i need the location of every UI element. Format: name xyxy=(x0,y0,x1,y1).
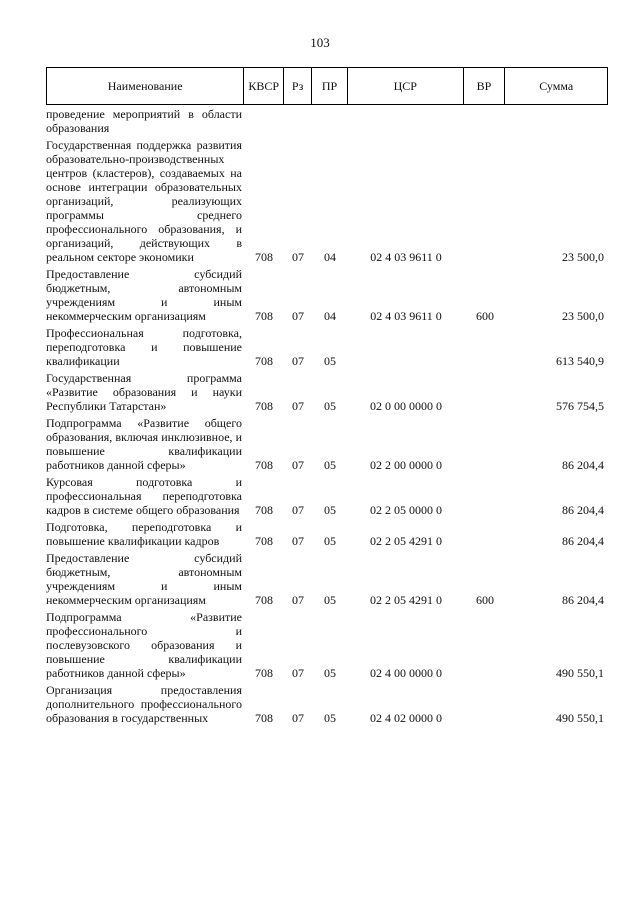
table-row xyxy=(46,475,608,517)
row-sum: 576 754,5 xyxy=(556,399,604,413)
row-pr: 05 xyxy=(324,399,336,413)
row-name: Подготовка, переподготовка и повышение квалификации кадров xyxy=(46,520,242,548)
table-header xyxy=(46,67,608,105)
row-csr: 02 4 03 9611 0 xyxy=(370,250,442,264)
row-name: проведение мероприятий в области образования xyxy=(46,107,242,135)
page-number: 103 xyxy=(310,35,330,50)
row-csr: 02 2 00 0000 0 xyxy=(370,458,442,472)
row-sum: 613 540,9 xyxy=(556,354,604,368)
table-row xyxy=(46,610,608,680)
row-csr: 02 4 00 0000 0 xyxy=(370,666,442,680)
row-name: Организация предоставления дополнительного профессионального образования в государственных xyxy=(46,683,242,725)
row-kvsr: 708 xyxy=(255,666,273,680)
row-sum: 23 500,0 xyxy=(562,309,604,323)
header-csr: ЦСР xyxy=(348,68,464,104)
row-rz: 07 xyxy=(292,534,304,548)
row-csr: 02 2 05 0000 0 xyxy=(370,503,442,517)
row-sum: 86 204,4 xyxy=(562,458,604,472)
row-pr: 05 xyxy=(324,666,336,680)
row-name: Профессиональная подготовка, переподготовка и повышение квалификации xyxy=(46,326,242,368)
row-kvsr: 708 xyxy=(255,503,273,517)
row-rz: 07 xyxy=(292,711,304,725)
row-kvsr: 708 xyxy=(255,711,273,725)
row-csr: 02 4 02 0000 0 xyxy=(370,711,442,725)
row-sum: 23 500,0 xyxy=(562,250,604,264)
row-pr: 05 xyxy=(324,711,336,725)
header-name: Наименование xyxy=(47,68,244,104)
row-kvsr: 708 xyxy=(255,593,273,607)
header-sum: Сумма xyxy=(539,78,574,93)
row-name: Подпрограмма «Развитие профессионального и послевузовского образования и повышение квалификации работников данной сферы» xyxy=(46,610,242,680)
row-kvsr: 708 xyxy=(255,534,273,548)
row-csr: 02 2 05 4291 0 xyxy=(370,534,442,548)
row-rz: 07 xyxy=(292,503,304,517)
row-name: Государственная программа «Развитие образования и науки Республики Татарстан» xyxy=(46,371,242,413)
row-sum: 86 204,4 xyxy=(562,534,604,548)
row-sum: 86 204,4 xyxy=(562,503,604,517)
table-row xyxy=(46,326,608,368)
table-body xyxy=(46,107,608,728)
row-rz: 07 xyxy=(292,399,304,413)
table-row xyxy=(46,107,608,135)
row-pr: 04 xyxy=(324,309,336,323)
row-name: Предоставление субсидий бюджетным, автономным учреждениям и иным некоммерческим организациям xyxy=(46,267,242,323)
row-vr: 600 xyxy=(476,309,494,323)
row-csr: 02 0 00 0000 0 xyxy=(370,399,442,413)
table-row xyxy=(46,416,608,472)
row-pr: 05 xyxy=(324,503,336,517)
row-pr: 05 xyxy=(324,354,336,368)
header-kvsr: КВСР xyxy=(244,68,284,104)
row-pr: 05 xyxy=(324,458,336,472)
row-csr: 02 2 05 4291 0 xyxy=(370,593,442,607)
row-pr: 04 xyxy=(324,250,336,264)
table-row xyxy=(46,371,608,413)
table-row xyxy=(46,520,608,548)
row-sum: 490 550,1 xyxy=(556,666,604,680)
header-pr: ПР xyxy=(312,68,348,104)
row-sum: 86 204,4 xyxy=(562,593,604,607)
row-kvsr: 708 xyxy=(255,354,273,368)
row-csr: 02 4 03 9611 0 xyxy=(370,309,442,323)
row-kvsr: 708 xyxy=(255,250,273,264)
row-name: Подпрограмма «Развитие общего образования, включая инклюзивное, и повышение квалификации работников данной сферы» xyxy=(46,416,242,472)
table-row xyxy=(46,551,608,607)
row-name: Предоставление субсидий бюджетным, автономным учреждениям и иным некоммерческим организациям xyxy=(46,551,242,607)
header-vr: ВР xyxy=(464,68,506,104)
table-row xyxy=(46,683,608,725)
row-kvsr: 708 xyxy=(255,458,273,472)
row-pr: 05 xyxy=(324,534,336,548)
row-rz: 07 xyxy=(292,309,304,323)
row-vr: 600 xyxy=(476,593,494,607)
row-name: Государственная поддержка развития образовательно-производственных центров (кластеров), создаваемых на основе интеграции образовательных организаций, реализующих программы среднего профессионального образования, и организаций, действующих в реальном секторе экономики xyxy=(46,138,242,264)
row-rz: 07 xyxy=(292,666,304,680)
row-name: Курсовая подготовка и профессиональная переподготовка кадров в системе общего образования xyxy=(46,475,242,517)
row-rz: 07 xyxy=(292,250,304,264)
row-kvsr: 708 xyxy=(255,399,273,413)
row-kvsr: 708 xyxy=(255,309,273,323)
row-rz: 07 xyxy=(292,593,304,607)
row-pr: 05 xyxy=(324,593,336,607)
row-sum: 490 550,1 xyxy=(556,711,604,725)
table-row xyxy=(46,267,608,323)
row-rz: 07 xyxy=(292,354,304,368)
table-row xyxy=(46,138,608,264)
header-rz: Рз xyxy=(284,68,312,104)
row-rz: 07 xyxy=(292,458,304,472)
